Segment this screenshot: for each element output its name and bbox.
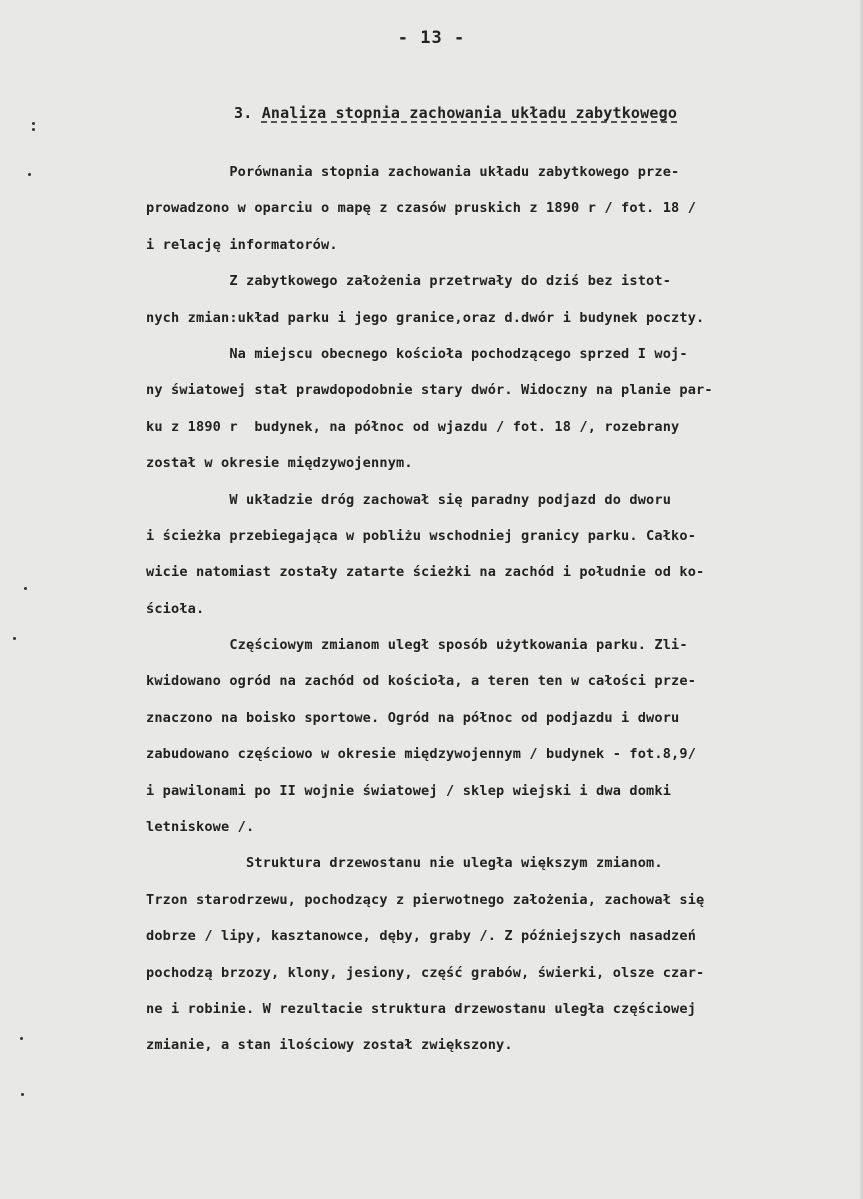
text-line: letniskowe /. [146, 819, 255, 836]
body-text [146, 162, 846, 1072]
text-line: znaczono na boisko sportowe. Ogród na północ od podjazdu i dworu [146, 709, 680, 726]
page-number: - 13 - [397, 28, 466, 48]
text-line: pochodzą brzozy, klony, jesiony, część grabów, świerki, olsze czar- [146, 964, 705, 981]
text-line: i relację informatorów. [146, 236, 338, 253]
text-line: i ścieżka przebiegająca w pobliżu wschodniej granicy parku. Całko- [146, 527, 697, 544]
section-number: 3. [234, 104, 253, 122]
text-line: ne i robinie. W rezultacie struktura drzewostanu uległa częściowej [146, 1000, 697, 1017]
text-line: i pawilonami po II wojnie światowej / sklep wiejski i dwa domki [146, 782, 672, 799]
margin-speck [21, 1093, 24, 1096]
text-line: nych zmian:układ parku i jego granice,oraz d.dwór i budynek poczty. [146, 309, 705, 326]
margin-speck [32, 122, 35, 125]
text-line: kwidowano ogród na zachód od kościoła, a teren ten w całości prze- [146, 673, 697, 690]
margin-speck [20, 1037, 23, 1040]
margin-speck [28, 173, 31, 176]
text-line: W układzie dróg zachował się paradny podjazd do dworu [146, 491, 672, 508]
section-heading [234, 104, 677, 122]
text-line: zmianie, a stan ilościowy został zwiększony. [146, 1037, 513, 1054]
text-line: Trzon starodrzewu, pochodzący z pierwotnego założenia, zachował się [146, 891, 705, 908]
text-line: zabudowano częściowo w okresie międzywojennym / budynek - fot.8,9/ [146, 746, 697, 763]
margin-speck [32, 128, 35, 131]
text-line: ku z 1890 r budynek, na północ od wjazdu / fot. 18 /, rozebrany [146, 418, 680, 435]
section-title: Analiza stopnia zachowania układu zabytkowego [261, 104, 678, 122]
text-line: Z zabytkowego założenia przetrwały do dziś bez istot- [146, 273, 672, 290]
text-line: Na miejscu obecnego kościoła pochodzącego sprzed I woj- [146, 345, 688, 362]
page-edge-shadow [859, 0, 863, 1199]
text-line: Struktura drzewostanu nie uległa większym zmianom. [146, 855, 663, 872]
text-line: ny światowej stał prawdopodobnie stary dwór. Widoczny na planie par- [146, 382, 713, 399]
text-line: ścioła. [146, 600, 205, 617]
margin-speck [24, 587, 27, 590]
text-line: prowadzono w oparciu o mapę z czasów pruskich z 1890 r / fot. 18 / [146, 200, 697, 217]
text-line: Częściowym zmianom uległ sposób użytkowania parku. Zli- [146, 637, 688, 654]
text-line: został w okresie międzywojennym. [146, 455, 413, 472]
margin-speck [13, 637, 16, 640]
text-line: wicie natomiast zostały zatarte ścieżki na zachód i południe od ko- [146, 564, 705, 581]
text-line: Porównania stopnia zachowania układu zabytkowego prze- [146, 164, 680, 180]
text-line: dobrze / lipy, kasztanowce, dęby, graby /. Z późniejszych nasadzeń [146, 928, 697, 945]
